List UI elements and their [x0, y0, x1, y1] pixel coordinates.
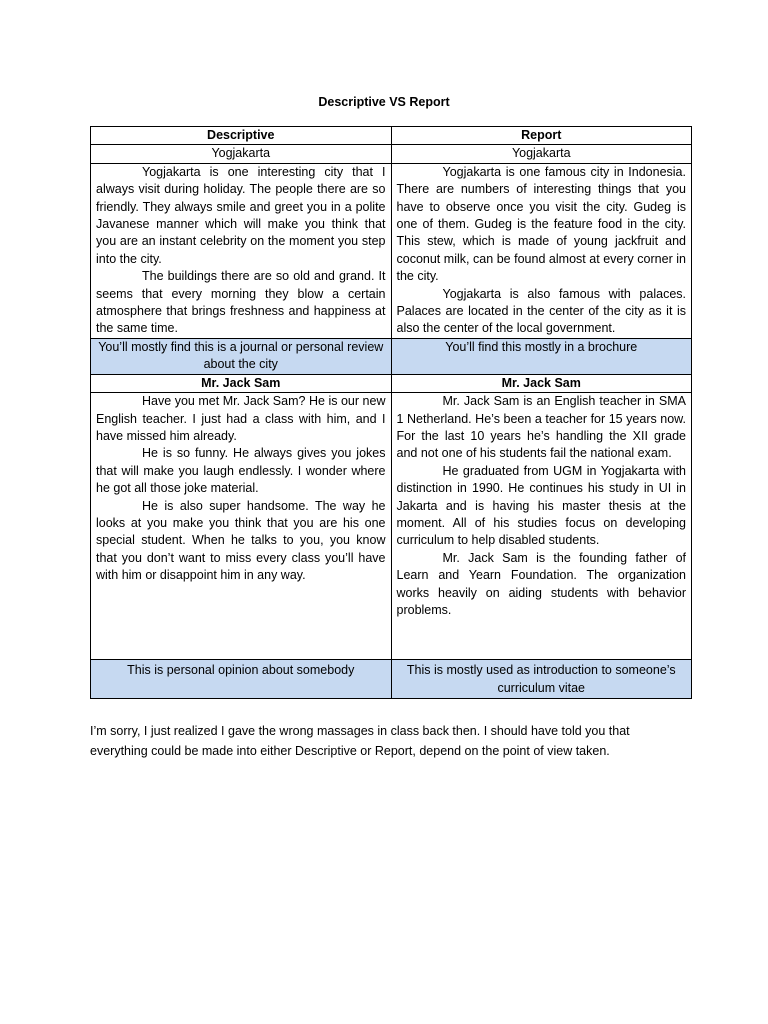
- paragraph: Mr. Jack Sam is an English teacher in SMA 1 Netherland. He’s been a teacher for 15 years now. For the last 10 years he’s handling the XII grade and not one of his students fail the national exam.: [396, 394, 686, 461]
- subject-report: Yogjakarta: [391, 145, 692, 163]
- paragraph: He is so funny. He always gives you jokes that will make you laugh endlessly. I wonder where he got all those joke material.: [96, 446, 386, 496]
- paragraph: Yogjakarta is one interesting city that I always visit during holiday. The people there are so friendly. They always smile and greet you in a polite Javanese manner which will make you think that you are an instant celebrity on the moment you step into the city.: [96, 164, 386, 266]
- subject-report: Mr. Jack Sam: [391, 374, 692, 392]
- table-header-row: [91, 127, 692, 145]
- paragraph: Yogjakarta is also famous with palaces. Palaces are located in the center of the city as it is also the center of the local government.: [396, 286, 686, 336]
- report-text-cell: [391, 393, 692, 660]
- paragraph: He graduated from UGM in Yogjakarta with distinction in 1990. He continues his study in UI in Jakarta and is having his master thesis at the moment. All of his studies focus on developing curriculum to help disabled students.: [396, 463, 686, 548]
- note-row: [91, 338, 692, 374]
- closing-note: I’m sorry, I just realized I gave the wrong massages in class back then. I should have told you that everything could be made into either Descriptive or Report, depend on the point of view taken.: [90, 724, 630, 758]
- descriptive-text-cell: [91, 393, 392, 660]
- paragraph: Yogjakarta is one famous city in Indonesia. There are numbers of interesting things that you have to observe once you visit the city. Gudeg is one of them. Gudeg is the feature food in the city. This stew, which is made of young jackfruit and coconut milk, can be found almost at every corner in the city.: [396, 164, 686, 284]
- content-row: [91, 163, 692, 338]
- subject-descriptive: Yogjakarta: [91, 145, 392, 163]
- paragraph: The buildings there are so old and grand. It seems that every morning they blow a certain atmosphere that brings freshness and happiness at the same time.: [96, 269, 386, 336]
- header-descriptive: Descriptive: [91, 127, 392, 145]
- paragraph: Have you met Mr. Jack Sam? He is our new English teacher. I just had a class with him, and I have missed him already.: [96, 394, 386, 443]
- note-row: [91, 660, 692, 699]
- note-descriptive: This is personal opinion about somebody: [91, 660, 392, 699]
- document-title: Descriptive VS Report: [318, 95, 450, 109]
- report-text-cell: [391, 163, 692, 338]
- note-report: You’ll find this mostly in a brochure: [391, 338, 692, 374]
- paragraph: Mr. Jack Sam is the founding father of Learn and Yearn Foundation. The organization works heavily on aiding students with behavior problems.: [396, 550, 686, 617]
- descriptive-text-cell: [91, 163, 392, 338]
- header-report: Report: [391, 127, 692, 145]
- content-row: [91, 393, 692, 660]
- subject-descriptive: Mr. Jack Sam: [91, 374, 392, 392]
- subject-row: [91, 374, 692, 392]
- note-report: This is mostly used as introduction to someone’s curriculum vitae: [391, 660, 692, 699]
- subject-row: [91, 145, 692, 163]
- note-descriptive: You’ll mostly find this is a journal or personal review about the city: [91, 338, 392, 374]
- comparison-table: [90, 126, 692, 699]
- paragraph: He is also super handsome. The way he looks at you make you think that you are his one special student. When he talks to you, you know that you don’t want to miss every class you’ll have with him or disappoint him in any way.: [96, 498, 386, 583]
